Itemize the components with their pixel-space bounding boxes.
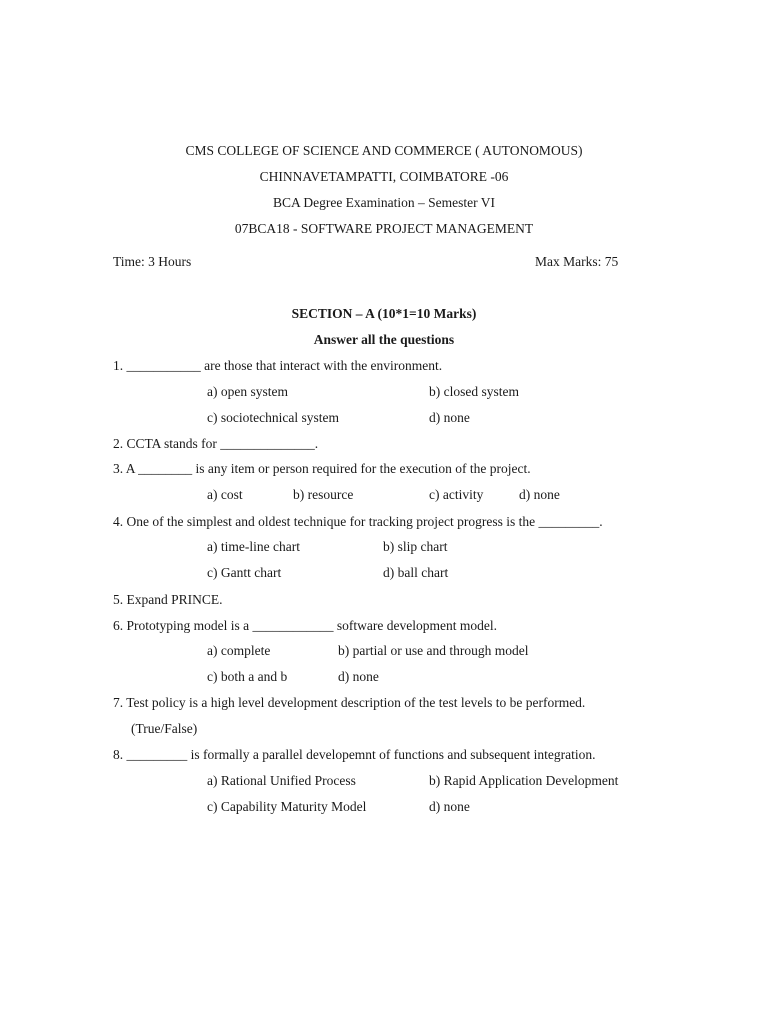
- question-5: 5. Expand PRINCE.: [113, 592, 223, 607]
- question-1-option-b: b) closed system: [429, 384, 519, 399]
- question-6: 6. Prototyping model is a ____________ software development model.: [113, 618, 497, 633]
- question-8-option-d: d) none: [429, 799, 470, 814]
- question-7: 7. Test policy is a high level development description of the test levels to be performed.: [113, 695, 586, 710]
- college-location: CHINNAVETAMPATTI, COIMBATORE -06: [259, 169, 509, 184]
- question-3-option-d: d) none: [519, 487, 560, 502]
- question-3-option-a: a) cost: [207, 487, 243, 502]
- question-1-option-c: c) sociotechnical system: [207, 410, 339, 425]
- section-instruction: Answer all the questions: [313, 332, 455, 347]
- question-4-option-c: c) Gantt chart: [207, 565, 282, 580]
- question-6-option-b: b) partial or use and through model: [338, 643, 529, 658]
- question-1-option-d: d) none: [429, 410, 470, 425]
- college-name: CMS COLLEGE OF SCIENCE AND COMMERCE ( AUTONOMOUS): [185, 143, 583, 158]
- question-3-option-c: c) activity: [429, 487, 484, 502]
- question-4: 4. One of the simplest and oldest technique for tracking project progress is the _________.: [113, 514, 603, 529]
- question-7-continuation: (True/False): [131, 721, 198, 736]
- max-marks: Max Marks: 75: [535, 254, 619, 269]
- question-6-option-a: a) complete: [207, 643, 271, 658]
- question-3: 3. A ________ is any item or person required for the execution of the project.: [113, 461, 531, 476]
- question-1: 1. ___________ are those that interact with the environment.: [113, 358, 443, 373]
- question-3-option-b: b) resource: [293, 487, 354, 502]
- question-6-option-d: d) none: [338, 669, 379, 684]
- question-8-option-b: b) Rapid Application Development: [429, 773, 619, 788]
- question-8-option-c: c) Capability Maturity Model: [207, 799, 367, 814]
- question-4-option-a: a) time-line chart: [207, 539, 300, 554]
- question-4-option-d: d) ball chart: [383, 565, 449, 580]
- question-8: 8. _________ is formally a parallel developemnt of functions and subsequent integration.: [113, 747, 596, 762]
- question-8-option-a: a) Rational Unified Process: [207, 773, 356, 788]
- course-title: 07BCA18 - SOFTWARE PROJECT MANAGEMENT: [234, 221, 534, 236]
- exam-duration: Time: 3 Hours: [113, 254, 192, 269]
- question-6-option-c: c) both a and b: [207, 669, 288, 684]
- exam-title: BCA Degree Examination – Semester VI: [272, 195, 496, 210]
- section-title: SECTION – A (10*1=10 Marks): [291, 306, 477, 321]
- question-1-option-a: a) open system: [207, 384, 288, 399]
- question-2: 2. CCTA stands for ______________.: [113, 436, 319, 451]
- question-4-option-b: b) slip chart: [383, 539, 448, 554]
